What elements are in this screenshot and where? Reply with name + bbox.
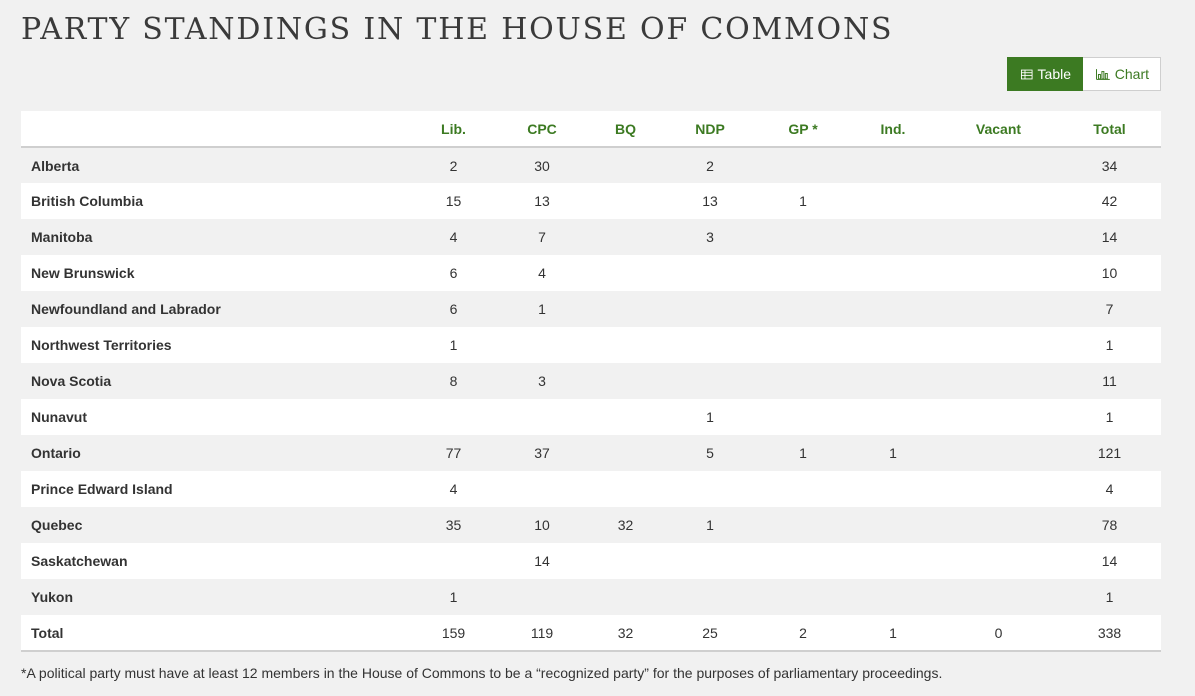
cell-lib: 35 [445,517,462,533]
cell-vacant [939,291,1058,327]
cell-vacant [939,471,1058,507]
cell-vacant [939,399,1058,435]
table-total-row [21,615,1161,651]
cell-bq [590,471,661,507]
total-label: Total [31,624,64,641]
cell-bq [590,183,661,219]
header-ind: Ind. [880,120,906,137]
cell-ndp [661,255,759,291]
cell-lib: 1 [449,337,458,353]
cell-cpc: 7 [538,229,546,245]
cell-province: Nunavut [31,409,87,425]
table-view-label: Table [1037,66,1071,82]
total-ind: 1 [889,624,897,641]
cell-province: Northwest Territories [31,337,172,353]
cell-cpc: 13 [534,193,550,209]
cell-ind [847,579,939,615]
table-view-button[interactable] [1007,57,1083,91]
cell-cpc [494,471,590,507]
cell-lib: 15 [445,193,462,209]
total-cpc: 119 [530,624,554,641]
cell-province: New Brunswick [31,265,135,281]
total-total: 338 [1097,624,1122,641]
cell-vacant [939,327,1058,363]
cell-ndp: 2 [706,157,714,174]
cell-total: 78 [1101,517,1118,533]
total-ndp: 25 [702,624,718,641]
table-row [21,543,1161,579]
standings-table [21,111,1161,652]
table-row [21,291,1161,327]
header-gp: GP * [788,120,818,137]
cell-ndp: 13 [702,193,718,209]
cell-cpc [494,327,590,363]
cell-vacant [939,183,1058,219]
chart-view-button[interactable] [1083,57,1161,91]
total-bq: 32 [617,624,634,641]
cell-vacant [939,543,1058,579]
cell-ind [847,543,939,579]
header-vacant: Vacant [975,120,1022,137]
cell-cpc [494,399,590,435]
header-province [21,111,413,147]
cell-total: 1 [1105,409,1114,425]
cell-total: 121 [1097,445,1122,461]
cell-lib: 4 [449,229,458,245]
cell-bq [590,219,661,255]
table-row [21,399,1161,435]
cell-gp [759,327,847,363]
cell-ind [847,363,939,399]
table-row [21,507,1161,543]
table-row [21,579,1161,615]
cell-province: Ontario [31,445,81,461]
chart-view-label: Chart [1114,66,1149,82]
cell-bq [590,399,661,435]
total-lib: 159 [441,624,466,641]
cell-gp [759,507,847,543]
cell-vacant [939,363,1058,399]
cell-lib: 1 [449,589,458,605]
cell-lib: 77 [445,445,462,461]
cell-lib: 2 [449,157,458,174]
cell-vacant [939,579,1058,615]
cell-total: 10 [1101,265,1118,281]
total-gp: 2 [799,624,807,641]
cell-ndp [661,579,759,615]
cell-cpc: 37 [534,445,550,461]
bar-chart-icon [1096,69,1110,80]
cell-province: Manitoba [31,229,93,245]
cell-province: Quebec [31,517,83,533]
cell-ind [847,291,939,327]
cell-ndp: 3 [706,229,714,245]
table-row [21,219,1161,255]
cell-gp [759,399,847,435]
cell-lib: 4 [449,481,458,497]
cell-ndp: 1 [706,517,714,533]
cell-province: Yukon [31,589,74,605]
cell-ind [847,507,939,543]
header-ndp: NDP [695,120,725,137]
cell-total: 11 [1102,373,1117,389]
cell-ind [847,219,939,255]
cell-gp [759,471,847,507]
cell-ndp [661,471,759,507]
cell-lib: 8 [449,373,458,389]
cell-cpc: 30 [534,157,550,174]
cell-total: 1 [1105,589,1114,605]
cell-province: Prince Edward Island [31,481,173,497]
cell-bq [590,255,661,291]
cell-bq [590,147,661,183]
cell-ind [847,147,939,183]
cell-bq [590,579,661,615]
header-bq: BQ [615,120,636,137]
cell-ind [847,255,939,291]
cell-province: British Columbia [31,193,144,209]
cell-gp [759,291,847,327]
cell-bq [590,363,661,399]
cell-province: Nova Scotia [31,373,112,389]
cell-ndp: 1 [706,409,714,425]
cell-bq: 32 [617,517,634,533]
header-total: Total [1093,120,1126,137]
cell-gp [759,219,847,255]
page-title: PARTY STANDINGS IN THE HOUSE OF COMMONS [21,12,894,47]
cell-total: 1 [1105,337,1114,353]
cell-province: Saskatchewan [31,553,128,569]
header-cpc: CPC [527,120,557,137]
cell-total: 14 [1101,553,1118,569]
cell-total: 7 [1105,301,1114,317]
cell-ind [847,183,939,219]
cell-ind [847,327,939,363]
cell-total: 34 [1101,157,1118,174]
cell-bq [590,435,661,471]
cell-bq [590,543,661,579]
cell-vacant [939,507,1058,543]
cell-vacant [939,147,1058,183]
cell-bq [590,327,661,363]
header-lib: Lib. [441,120,466,137]
footnote: *A political party must have at least 12 members in the House of Commons to be a “recognized party” for the purposes of parliamentary proceedings. [21,665,943,681]
table-row [21,255,1161,291]
cell-cpc: 14 [534,553,550,569]
cell-gp: 1 [799,445,807,461]
table-row [21,363,1161,399]
cell-lib: 6 [449,301,458,317]
cell-ndp [661,543,759,579]
cell-province: Newfoundland and Labrador [31,301,221,317]
cell-vacant [939,435,1058,471]
cell-lib: 6 [449,265,458,281]
cell-ndp [661,363,759,399]
cell-vacant [939,255,1058,291]
cell-ndp [661,327,759,363]
cell-gp [759,543,847,579]
table-row [21,471,1161,507]
cell-cpc: 4 [538,265,546,281]
total-vacant: 0 [994,624,1003,641]
table-row [21,183,1161,219]
cell-lib [413,543,494,579]
cell-total: 14 [1101,229,1118,245]
table-body [21,147,1161,615]
cell-cpc: 10 [534,517,550,533]
cell-bq [590,291,661,327]
table-row [21,435,1161,471]
cell-vacant [939,219,1058,255]
table-row [21,327,1161,363]
cell-gp [759,255,847,291]
cell-ind [847,471,939,507]
cell-ndp [661,291,759,327]
cell-ndp: 5 [706,445,714,461]
view-toggle [1007,57,1161,91]
cell-lib [413,399,494,435]
cell-ind: 1 [889,445,897,461]
cell-gp [759,579,847,615]
cell-province: Alberta [31,157,80,174]
cell-gp [759,363,847,399]
cell-total: 4 [1105,481,1114,497]
cell-total: 42 [1101,193,1118,209]
cell-cpc: 3 [538,373,546,389]
cell-gp: 1 [799,193,807,209]
cell-gp [759,147,847,183]
table-row [21,147,1161,183]
table-header-row [21,111,1161,147]
cell-cpc [494,579,590,615]
cell-cpc: 1 [538,301,546,317]
table-icon [1021,69,1033,80]
cell-ind [847,399,939,435]
